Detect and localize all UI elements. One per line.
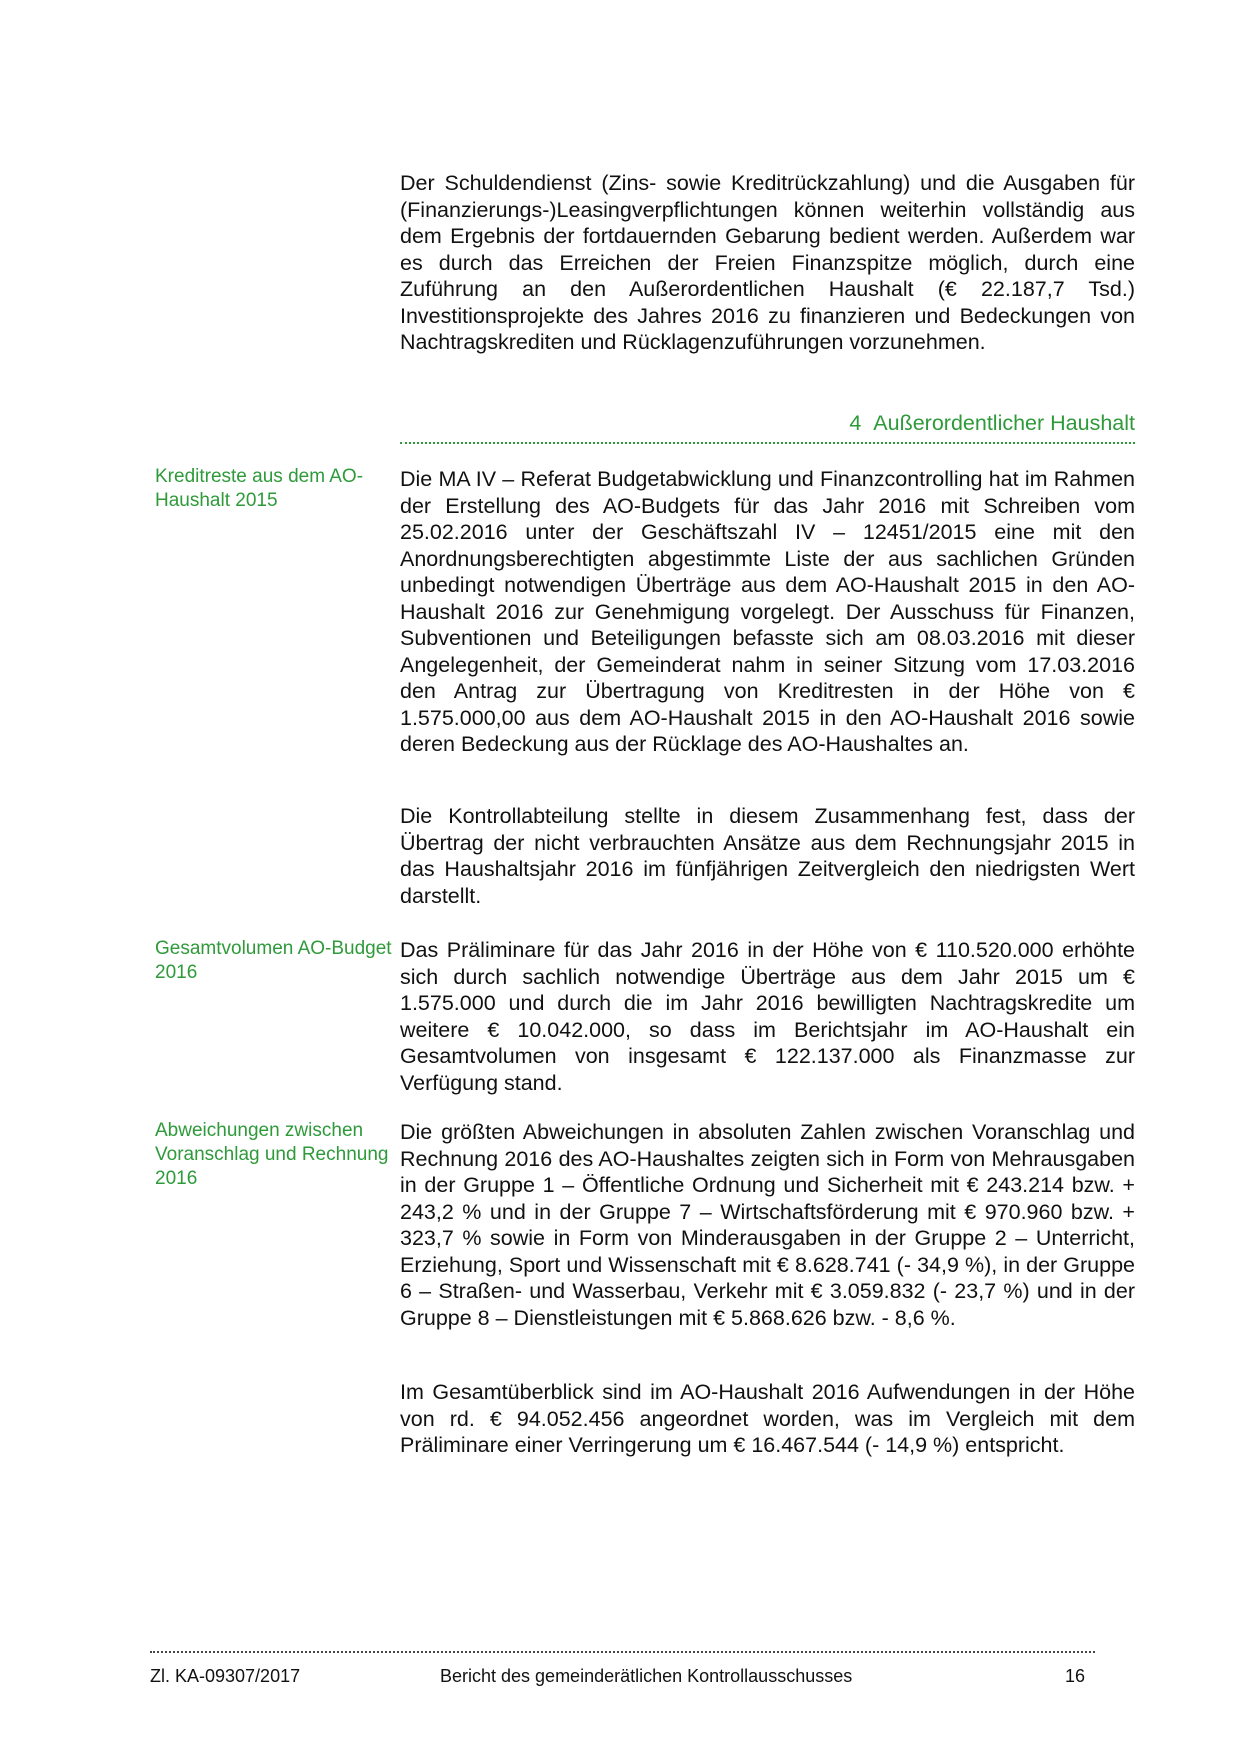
paragraph-abweichungen-2: Im Gesamtüberblick sind im AO-Haushalt 2016 Aufwendungen in der Höhe von rd. € 94.052.456 angeordnet worden, was im Vergleich mit dem Präliminare einer Verringerung um € 16.467.544 (- 14,9 %) entspricht. [400,1380,1135,1457]
page-number: 16 [1065,1666,1086,1686]
paragraph-gesamtvolumen: Das Präliminare für das Jahr 2016 in der Höhe von € 110.520.000 erhöhte sich durch sachlich notwendige Überträge aus dem Jahr 2015 um € 1.575.000 und durch die im Jahr 2016 bewilligten Nachtragskredite um weitere € 10.042.000, so dass im Berichtsjahr im AO-Haushalt ein Gesamtvolumen von insgesamt € 122.137.000 als Finanzmasse zur Verfügung stand. [400,938,1135,1095]
section-heading [400,410,1135,436]
footer-title: Bericht des gemeinderätlichen Kontrollausschusses [440,1666,853,1686]
intro-paragraph: Der Schuldendienst (Zins- sowie Kreditrückzahlung) und die Ausgaben für (Finanzierungs-)Leasingverpflichtungen können weiterhin vollständig aus dem Ergebnis der fortdauernden Gebarung bedient werden. Außerdem war es durch das Erreichen der Freien Finanzspitze möglich, durch eine Zuführung an den Außerordentlichen Haushalt (€ 22.187,7 Tsd.) Investitionsprojekte des Jahres 2016 zu finanzieren und Bedeckungen von Nachtragskrediten und Rücklagenzuführungen vorzunehmen. [400,171,1135,354]
margin-note-abweichungen: Abweichungen zwischen Voranschlag und Rechnung 2016 [155,1120,389,1189]
margin-note-gesamtvolumen: Gesamtvolumen AO-Budget 2016 [155,938,392,983]
paragraph-abweichungen-1: Die größten Abweichungen in absoluten Zahlen zwischen Voranschlag und Rechnung 2016 des AO-Haushaltes zeigten sich in Form von Mehrausgaben in der Gruppe 1 – Öffentliche Ordnung und Sicherheit mit € 243.214 bzw. + 243,2 % und in der Gruppe 7 – Wirtschaftsförderung mit € 970.960 bzw. + 323,7 % sowie in Form von Minderausgaben in der Gruppe 2 – Unterricht, Erziehung, Sport und Wissenschaft mit € 8.628.741 (- 34,9 %), in der Gruppe 6 – Straßen- und Wasserbau, Verkehr mit € 3.059.832 (- 23,7 %) und in der Gruppe 8 – Dienstleistungen mit € 5.868.626 bzw. - 8,6 %. [400,1120,1135,1330]
footer-divider [150,1651,1095,1653]
margin-note-kreditreste: Kreditreste aus dem AO-Haushalt 2015 [155,466,364,511]
section-divider [400,442,1135,444]
section-title: Außerordentlicher Haushalt [873,411,1135,435]
section-number: 4 [849,411,862,435]
paragraph-kreditreste-1: Die MA IV – Referat Budgetabwicklung und Finanzcontrolling hat im Rahmen der Erstellung des AO-Budgets für das Jahr 2016 mit Schreiben vom 25.02.2016 unter der Geschäftszahl IV – 12451/2015 eine mit den Anordnungsberechtigten abgestimmte Liste der aus sachlichen Gründen unbedingt notwendigen Überträge aus dem AO-Haushalt 2015 in den AO-Haushalt 2016 zur Genehmigung vorgelegt. Der Ausschuss für Finanzen, Subventionen und Beteiligungen befasste sich am 08.03.2016 mit dieser Angelegenheit, der Gemeinderat nahm in seiner Sitzung vom 17.03.2016 den Antrag zur Übertragung von Kreditresten in der Höhe von € 1.575.000,00 aus dem AO-Haushalt 2015 in den AO-Haushalt 2016 sowie deren Bedeckung aus der Rücklage des AO-Haushaltes an. [400,467,1135,756]
footer-reference: Zl. KA-09307/2017 [150,1666,301,1686]
paragraph-kreditreste-2: Die Kontrollabteilung stellte in diesem Zusammenhang fest, dass der Übertrag der nicht verbrauchten Ansätze aus dem Rechnungsjahr 2015 in das Haushaltsjahr 2016 im fünfjährigen Zeitvergleich den niedrigsten Wert darstellt. [400,804,1135,908]
